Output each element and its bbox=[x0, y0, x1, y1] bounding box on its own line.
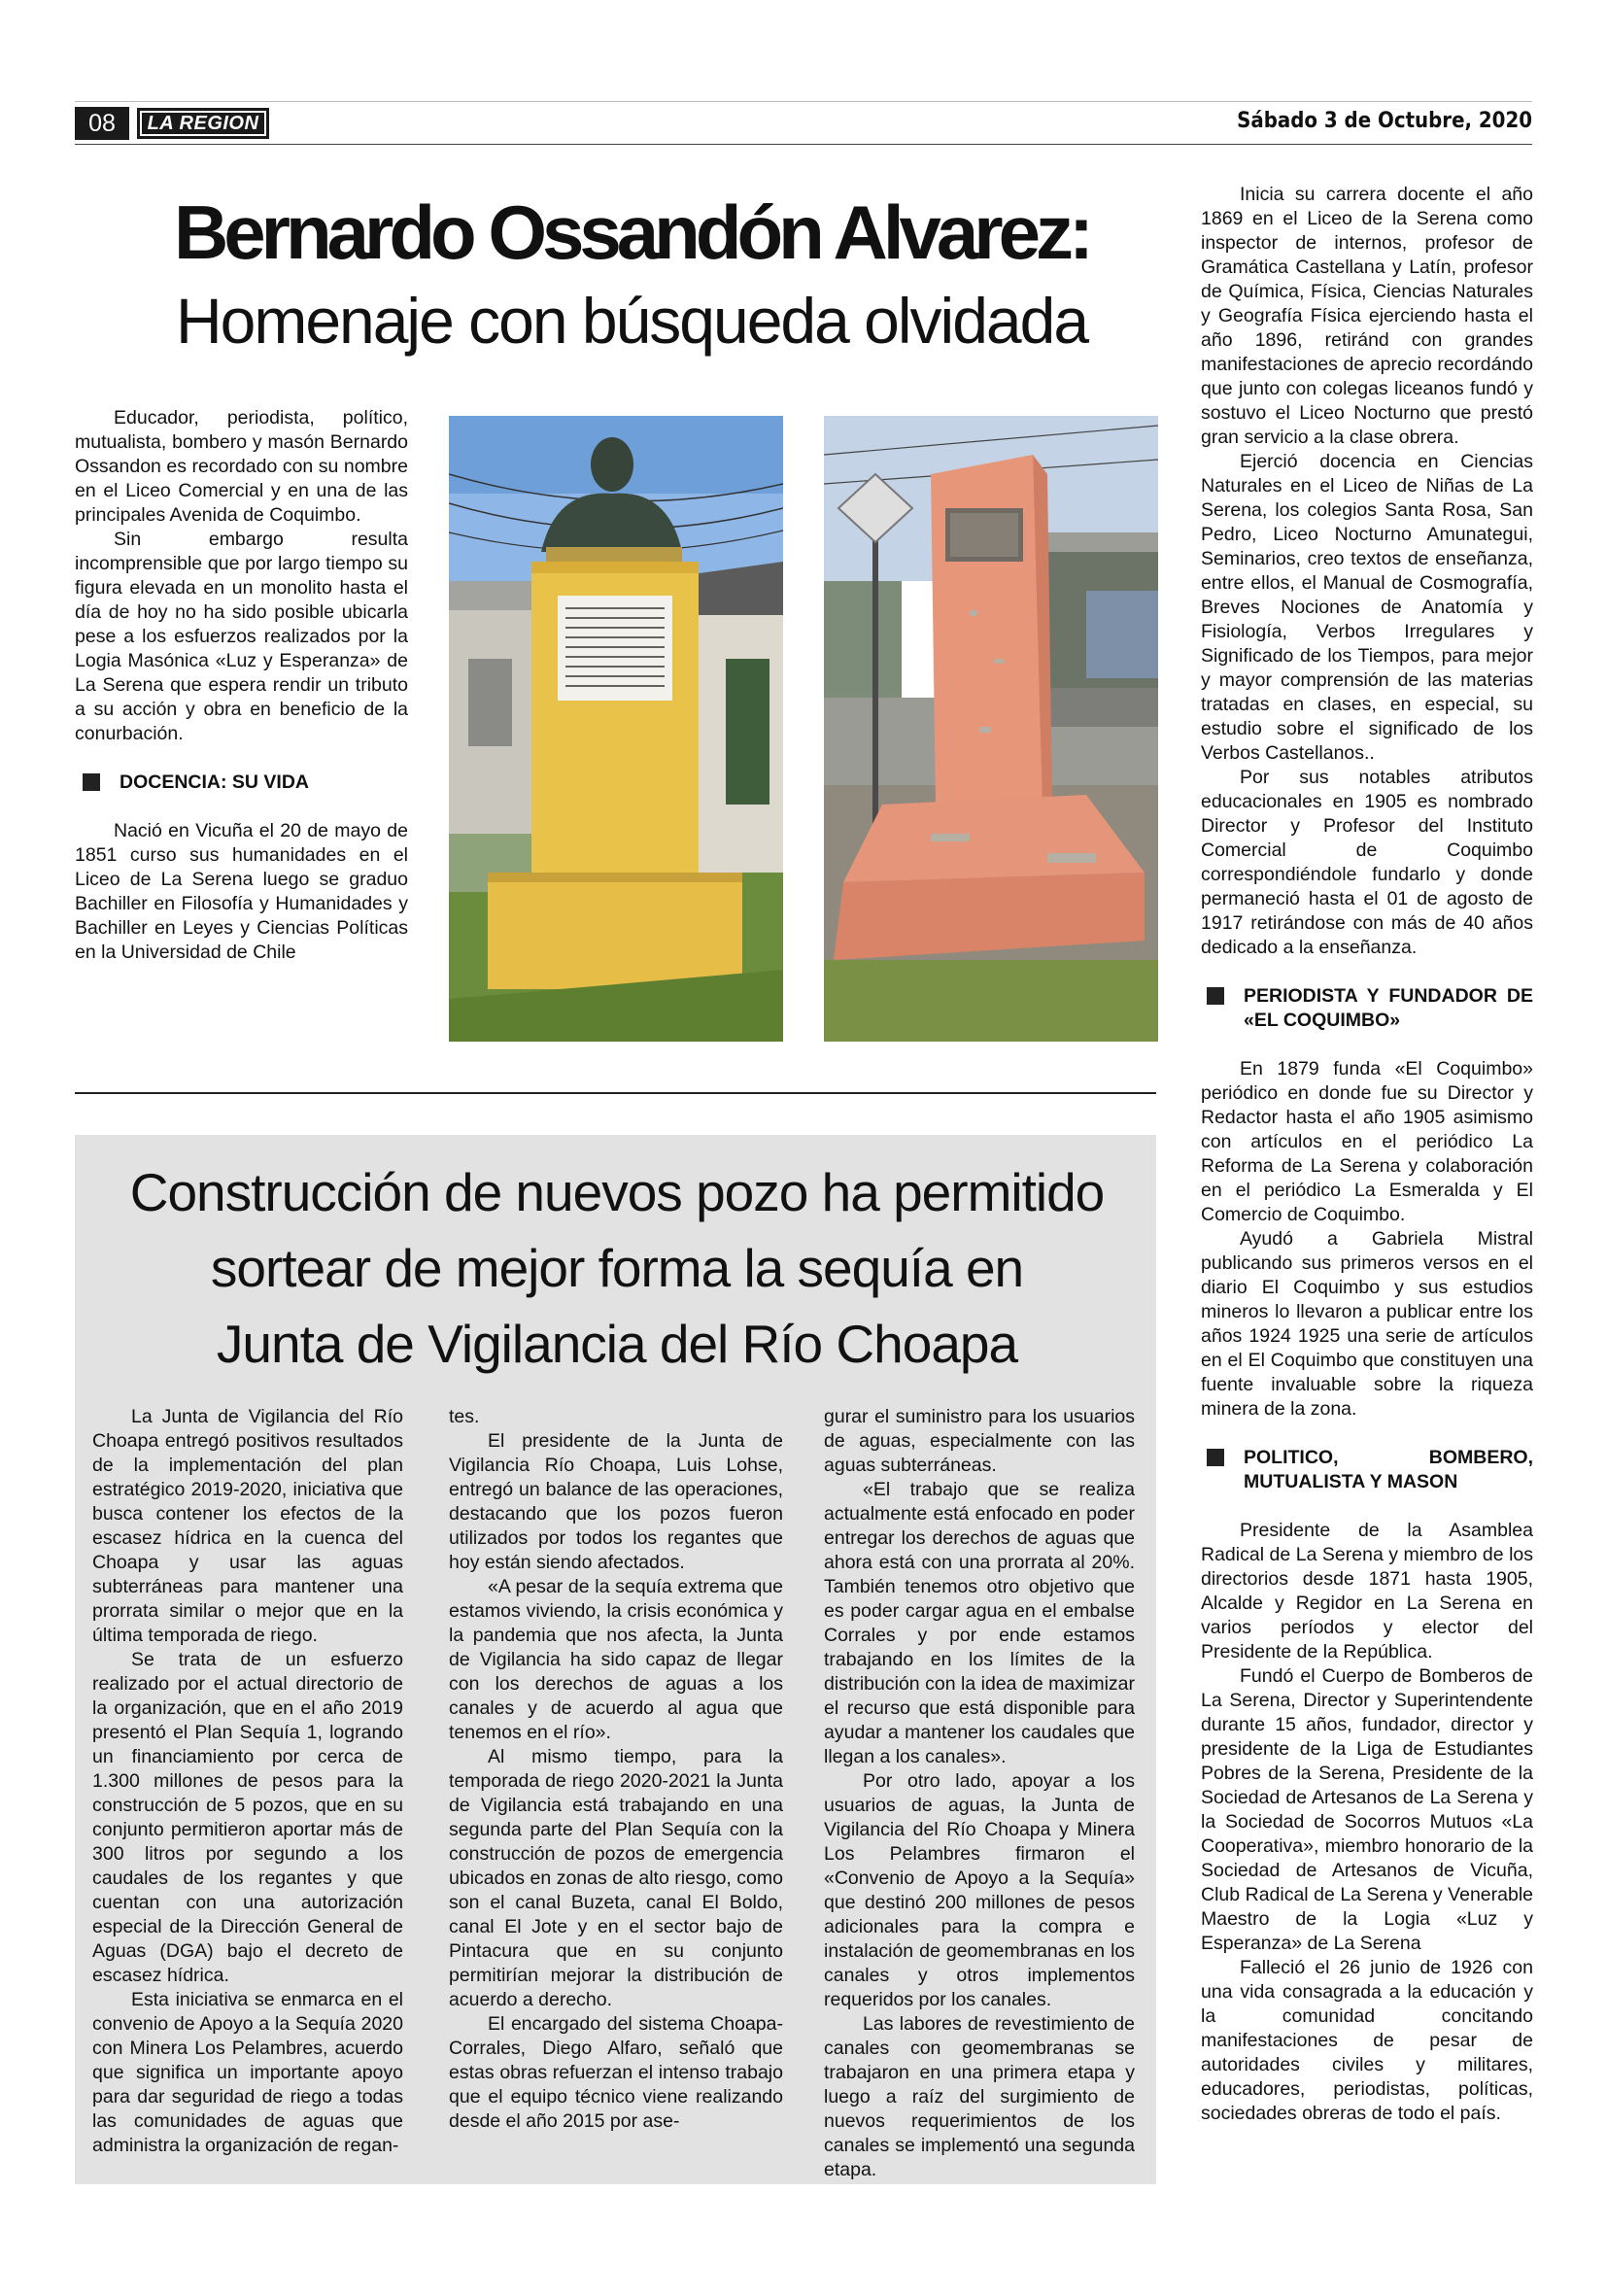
paragraph: gurar el suministro para los usuarios de aguas, especialmente con las aguas subterráneas. bbox=[824, 1406, 1135, 1476]
paragraph: Educador, periodista, político, mutualista, bombero y masón Bernardo Ossandon es recordado con su nombre en el Liceo Comercial y en una de las principales Avenida de Coquimbo. bbox=[75, 407, 408, 526]
paragraph: El presidente de la Junta de Vigilancia Río Choapa, Luis Lohse, entregó un balance de las operaciones, destacando que los pozos fueron utilizados por todos los regantes que hoy están siendo afectados. bbox=[449, 1430, 783, 1573]
paragraph: Las labores de revestimiento de canales con geomembranas se trabajaron en una primera etapa y luego a raíz del surgimiento de nuevos requerimientos de los canales se implementó una segunda etapa. bbox=[824, 2013, 1135, 2180]
paragraph: El encargado del sistema Choapa-Corrales, Diego Alfaro, señaló que estas obras refuerzan el intenso trabajo que el equipo técnico viene realizando desde el año 2015 por ase- bbox=[449, 2013, 783, 2132]
boxed-article-column-2 bbox=[449, 1405, 783, 2134]
section-heading-text: PERIODISTA Y FUNDADOR DE «EL COQUIMBO» bbox=[1244, 985, 1533, 1031]
left-column bbox=[75, 406, 408, 965]
paragraph: «A pesar de la sequía extrema que estamos viviendo, la crisis económica y la pandemia que nos afecta, la Junta de Vigilancia ha sido capaz de llegar con los derechos de aguas a los canales y de acuerdo al agua que tenemos en el río». bbox=[449, 1576, 783, 1743]
paragraph: Por otro lado, apoyar a los usuarios de aguas, la Junta de Vigilancia del Río Choapa y Minera Los Pelambres firmaron el «Convenio de Apoyo a la Sequía» que destinó 200 millones de pesos adicionales para la compra e instalación de geomembranas en los canales y otros implementos requeridos por los canales. bbox=[824, 1770, 1135, 2010]
paragraph: Al mismo tiempo, para la temporada de riego 2020-2021 la Junta de Vigilancia está trabajando en una segunda parte del Plan Sequía con la construcción de pozos de emergencia ubicados en zonas de alto riesgo, como son el canal Buzeta, canal El Boldo, canal El Jote y en el sector bajo de Pintacura que en su conjunto permitirían mejorar la distribución de acuerdo a derecho. bbox=[449, 1746, 783, 2010]
masthead-logo bbox=[137, 108, 269, 139]
paragraph: tes. bbox=[449, 1406, 480, 1427]
bullet-square-icon bbox=[1207, 987, 1224, 1005]
paragraph: Inicia su carrera docente el año 1869 en el Liceo de la Serena como inspector de internos, profesor de Gramática Castellana y Latín, profesor de Química, Física, Ciencias Naturales y Geografía Física ejerciendo hasta el año 1896, retiránd con grandes manifestaciones de aprecio recordándo que junto con colegas liceanos fundó y sostuvo el Liceo Nocturno que prestó gran servicio a la clase obrera. bbox=[1201, 184, 1533, 448]
paragraph: En 1879 funda «El Coquimbo» periódico en donde fue su Director y Redactor hasta el año 1905 asimismo con artículos en el periódico La Reforma de La Serena y colaboración en el periódico La Esmeralda y El Comercio de Coquimbo. bbox=[1201, 1058, 1533, 1225]
article-title: Bernardo Ossandón Alvarez: bbox=[173, 189, 1090, 275]
header-rule bbox=[75, 144, 1532, 145]
section-heading-docencia bbox=[83, 771, 408, 795]
paragraph: Se trata de un esfuerzo realizado por el actual directorio de la organización, que en el año 2019 presentó el Plan Sequía 1, logrando un financiamiento por cerca de 1.300 millones de pesos para la construcción de 5 pozos, que en su conjunto permitieron aportar más de 300 litros por segundo a los caudales de los regantes y que cuentan con una autorización especial de la Dirección General de Aguas (DGA) bajo el decreto de escasez hídrica. bbox=[92, 1649, 403, 1986]
section-divider bbox=[75, 1092, 1156, 1094]
paragraph: Sin embargo resulta incomprensible que por largo tiempo su figura elevada en un monolito hasta el día de hoy no ha sido posible ubicarla pese a los esfuerzos realizados por la Logia Masónica «Luz y Esperanza» de La Serena que espera rendir un tributo a su acción y obra en beneficio de la conurbación. bbox=[75, 529, 408, 744]
paragraph: Falleció el 26 junio de 1926 con una vida consagrada a la educación y la comunidad concitando manifestaciones de pesar de autoridades civiles y militares, educadores, periodistas, políticas, sociedades obreras de todo el país. bbox=[1201, 1957, 1533, 2124]
title-line: Construcción de nuevos pozo ha permitido bbox=[129, 1162, 1105, 1222]
paragraph: «El trabajo que se realiza actualmente está enfocado en poder entregar los derechos de aguas que ahora está con una prorrata al 20%. También tenemos otro objetivo que es poder cargar agua en el embalse Corrales y por ende estamos trabajando en los límites de la distribución con la idea de maximizar el recurso que está disponible para ayudar a mantener los caudales que llegan a los canales». bbox=[824, 1479, 1135, 1767]
article-subtitle: Homenaje con búsqueda olvidada bbox=[175, 285, 1088, 357]
right-column bbox=[1201, 183, 1533, 2126]
masthead-text: LA REGION bbox=[140, 111, 267, 136]
paragraph: Ayudó a Gabriela Mistral publicando sus primeros versos en el diario El Coquimbo y sus estudios mineros lo llevaron a publicar entre los años 1924 1925 una serie de artículos en el El Coquimbo que constituyen una fuente invaluable sobre la riqueza minera de la zona. bbox=[1201, 1228, 1533, 1420]
title-line: Junta de Vigilancia del Río Choapa bbox=[216, 1314, 1018, 1374]
section-heading-text: DOCENCIA: SU VIDA bbox=[120, 771, 310, 793]
section-heading-text: POLITICO, BOMBERO, MUTUALISTA Y MASON bbox=[1244, 1447, 1533, 1492]
boxed-article-title bbox=[117, 1154, 1117, 1382]
section-heading-periodista bbox=[1207, 984, 1533, 1033]
paragraph: Nació en Vicuña el 20 de mayo de 1851 curso sus humanidades en el Liceo de La Serena luego se graduo Bachiller en Filosofía y Humanidades y Bachiller en Leyes y Ciencias Políticas en la Universidad de Chile bbox=[75, 820, 408, 963]
issue-date: Sábado 3 de Octubre, 2020 bbox=[1237, 109, 1532, 133]
page-number: 08 bbox=[75, 107, 129, 140]
bullet-square-icon bbox=[1207, 1449, 1224, 1466]
bullet-square-icon bbox=[83, 773, 100, 791]
paragraph: Fundó el Cuerpo de Bomberos de La Serena, Director y Superintendente durante 15 años, fundador, director y presidente de la Liga de Estudiantes Pobres de la Serena, Presidente de la Sociedad de Artesanos de La Serena y la Sociedad de Socorros Mutuos «La Cooperativa», miembro honorario de la Sociedad de Artesanos de Vicuña, Club Radical de La Serena y Venerable Maestro de la Logia «Luz y Esperanza» de La Serena bbox=[1201, 1665, 1533, 1954]
paragraph: Por sus notables atributos educacionales en 1905 es nombrado Director y Profesor del Instituto Comercial de Coquimbo correspondiéndole fundarlo y donde permaneció hasta el 01 de agosto de 1917 retirándose con más de 40 años dedicado a la enseñanza. bbox=[1201, 767, 1533, 958]
boxed-article-column-1 bbox=[92, 1405, 403, 2158]
paragraph: Esta iniciativa se enmarca en el convenio de Apoyo a la Sequía 2020 con Minera Los Pelambres, acuerdo que significa un importante apoyo para dar seguridad de riego a todas las comunidades de aguas que administra la organización de regan- bbox=[92, 1989, 403, 2156]
photo-monument-salmon bbox=[824, 416, 1158, 1042]
section-heading-politico bbox=[1207, 1446, 1533, 1494]
paragraph: Presidente de la Asamblea Radical de La Serena y miembro de los directorios desde 1871 hasta 1905, Alcalde y Regidor en La Serena en varios períodos y elector del Presidente de la República. bbox=[1201, 1520, 1533, 1662]
boxed-article-column-3 bbox=[824, 1405, 1135, 2182]
top-rule bbox=[75, 101, 1532, 102]
paragraph: La Junta de Vigilancia del Río Choapa entregó positivos resultados de la implementación del plan estratégico 2019-2020, iniciativa que busca contener los efectos de la escasez hídrica en la cuenca del Choapa y usar las aguas subterráneas para mantener una prorrata similar o mejor que en la última temporada de riego. bbox=[92, 1406, 403, 1646]
title-line: sortear de mejor forma la sequía en bbox=[210, 1238, 1024, 1298]
photo-monument-yellow bbox=[449, 416, 783, 1042]
paragraph: Ejerció docencia en Ciencias Naturales en el Liceo de Niñas de La Serena, los colegios Santa Rosa, San Pedro, Liceo Nocturno Amunategui, Seminarios, creo textos de enseñanza, entre ellos, el Manual de Cosmografía, Breves Nociones de Anatomía y Fisiología, Verbos Irregulares y Significado de los Tiempos, para mejor y mayor comprensión de las materias tratadas en clases, en especial, su estudio sobre el significado de los Verbos Castellanos.. bbox=[1201, 451, 1533, 764]
